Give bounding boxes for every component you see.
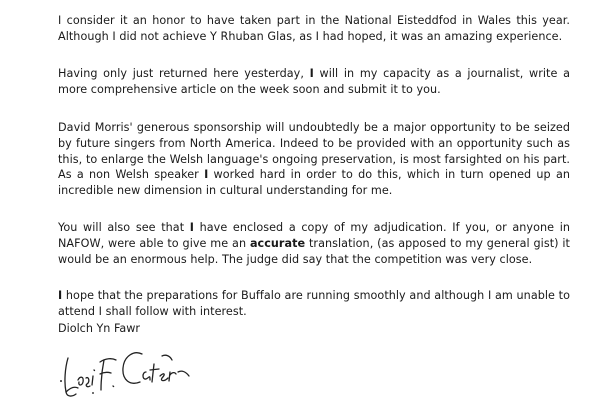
paragraph-article-text-c: will in my capacity as a journalist, write a more comprehensive article on the week soon and submit it to you. (58, 67, 570, 96)
paragraph-adjudication (58, 220, 570, 267)
paragraph-adjudication-text-a: You will also see that (58, 221, 190, 235)
paragraph-buffalo-bold-i: I (58, 289, 63, 303)
paragraph-adjudication-bold-i: I (189, 221, 194, 235)
paragraph-sponsorship (58, 120, 570, 198)
handwritten-signature (60, 342, 210, 400)
paragraph-buffalo-text-b: hope that the preparations for Buffalo are running smoothly and although I am unable to attend I shall follow with interest. (58, 289, 570, 318)
paragraph-article (58, 66, 570, 97)
scan-speck (60, 380, 62, 382)
paragraph-sponsorship-text-c: worked hard in order to do this, which in turn opened up an incredible new dimension in cultural understanding for me. (58, 168, 570, 197)
paragraph-adjudication-bold-accurate: accurate (249, 236, 306, 250)
paragraph-article-text-a: Having only just returned here yesterday, (58, 67, 310, 81)
paragraph-adjudication-text-e: translation, (as apposed to my general gist) it would be an enormous help. The judge did say that the competition was very close. (58, 236, 570, 266)
closing-salutation: Diolch Yn Fawr (58, 322, 140, 335)
letter-body (58, 13, 570, 335)
paragraph-article-bold-i: I (309, 67, 314, 81)
paragraph-adjudication-text-c: have enclosed a copy of my adjudication. If you, or anyone in NAFOW, were able to give me an (58, 221, 570, 250)
paragraph-eisteddfod (58, 13, 570, 44)
paragraph-sponsorship-text-a: David Morris' generous sponsorship will undoubtedly be a major opportunity to be seized by future singers from North America. Indeed to be provided with an opportunity such as this, to enlarge the Welsh language's ongoing preservation, is most farsighted on his part. As a non Welsh speaker (58, 121, 570, 182)
paragraph-eisteddfod-text: I consider it an honor to have taken part in the National Eisteddfod in Wales this year. Although I did not achieve Y Rhuban Glas, as I had hoped, it was an amazing experience. (58, 14, 570, 43)
scan-speck (92, 392, 94, 394)
paragraph-sponsorship-bold-i: I (204, 168, 209, 182)
paragraph-buffalo (58, 288, 570, 319)
